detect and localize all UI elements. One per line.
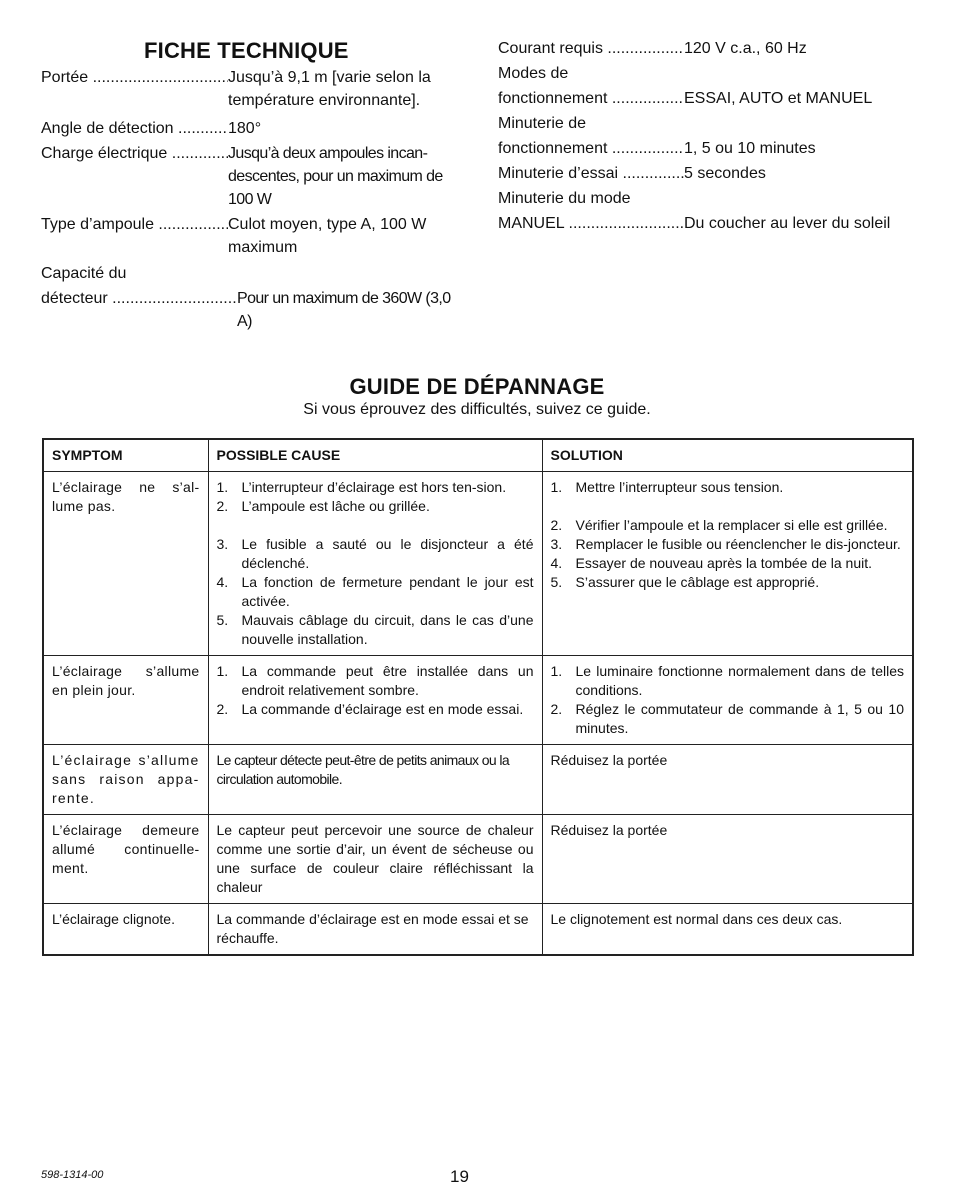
spec-row-minuterie-essai	[498, 162, 918, 185]
list-item: 2. Vérifier l’ampoule et la remplacer si elle est grillée.	[551, 516, 905, 535]
solution-list	[551, 662, 905, 738]
spec-row-angle	[41, 117, 461, 140]
column-header-symptom: SYMPTOM	[43, 439, 208, 472]
spec-label: MANUEL .....	[498, 212, 684, 235]
cause-text: L’ampoule est lâche ou grillée.	[241, 498, 430, 514]
list-item: 1. L’interrupteur d’éclairage est hors ten-sion.	[217, 478, 534, 497]
cause-cell: Le capteur détecte peut-être de petits animaux ou la circulation automobile.	[208, 745, 542, 815]
list-item: 2. Réglez le commutateur de commande à 1, 5 ou 10 minutes.	[550, 701, 904, 736]
list-item: 4. La fonction de fermeture pendant le jour est activée.	[216, 574, 534, 609]
solution-text: Le luminaire fonctionne normalement dans de telles conditions.	[575, 663, 904, 698]
solution-cell: Réduisez la portée	[542, 745, 913, 815]
spec-label: fonctionnement .....	[498, 87, 684, 110]
solution-cell	[542, 656, 913, 745]
spec-value: 120 V c.a., 60 Hz	[684, 40, 807, 57]
table-header-row	[43, 439, 913, 472]
cause-cell	[208, 472, 542, 656]
list-item: 5. Mauvais câblage du circuit, dans le cas d’une nouvelle installation.	[216, 612, 534, 647]
list-item: 1. La commande peut être installée dans un endroit relativement sombre.	[216, 663, 534, 698]
table-row	[43, 656, 913, 745]
solution-text: Réglez le commutateur de commande à 1, 5 ou 10 minutes.	[575, 701, 904, 736]
table-row	[43, 815, 913, 904]
symptom-cell: L’éclairage ne s’al-lume pas.	[43, 472, 208, 656]
spec-pre-label: Capacité du	[41, 265, 127, 282]
page-number: 19	[450, 1167, 469, 1186]
spec-row-courant	[498, 37, 918, 60]
guide-subtitle: Si vous éprouvez des difficultés, suivez ce guide.	[303, 401, 651, 418]
solution-text: Remplacer le fusible ou réenclencher le dis-joncteur.	[575, 536, 901, 552]
spec-row-modes	[498, 87, 918, 110]
solution-text: S’assurer que le câblage est approprié.	[575, 574, 820, 590]
list-item: 2. La commande d’éclairage est en mode essai.	[217, 700, 534, 719]
solution-text: Mettre l’interrupteur sous tension.	[575, 479, 784, 495]
spec-value: Du coucher au lever du soleil	[684, 215, 891, 232]
list-item: 5. S’assurer que le câblage est approprié.	[551, 573, 905, 592]
spec-label: Charge électrique .....	[41, 142, 228, 211]
spec-row-charge	[41, 142, 461, 211]
spec-row-capacite	[41, 287, 461, 333]
spec-label: Angle de détection .....	[41, 117, 228, 140]
list-item: 1. Le luminaire fonctionne normalement dans de telles conditions.	[550, 663, 904, 698]
spec-label: fonctionnement .....	[498, 137, 684, 160]
solution-text: Essayer de nouveau après la tombée de la nuit.	[575, 555, 873, 571]
column-header-cause: POSSIBLE CAUSE	[208, 439, 542, 472]
cause-cell	[208, 656, 542, 745]
cause-text: Mauvais câblage du circuit, dans le cas d’une nouvelle installation.	[241, 612, 534, 647]
cause-cell: La commande d’éclairage est en mode essai et se réchauffe.	[208, 904, 542, 956]
spec-label: Courant requis .....	[498, 37, 684, 60]
troubleshooting-table	[42, 438, 914, 956]
spec-value: Jusqu’à 9,1 m [varie selon la température environnante].	[228, 69, 431, 109]
list-item: 1. Mettre l’interrupteur sous tension.	[551, 478, 905, 497]
spec-label: Minuterie d’essai .....	[498, 162, 684, 185]
column-header-solution: SOLUTION	[542, 439, 913, 472]
spec-label: Portée .....	[41, 66, 228, 112]
spec-value: Culot moyen, type A, 100 W maximum	[228, 216, 427, 256]
spec-title: FICHE TECHNIQUE	[144, 38, 349, 63]
cause-text: La commande d’éclairage est en mode essai.	[241, 701, 524, 717]
cause-text: La fonction de fermeture pendant le jour est activée.	[241, 574, 534, 609]
spec-value: 5 secondes	[684, 165, 766, 182]
spec-row-minuterie-fonct	[498, 137, 918, 160]
spec-left-column	[41, 66, 461, 333]
spec-row-portee	[41, 66, 461, 112]
spec-value: Pour un maximum de 360W (3,0 A)	[237, 290, 451, 330]
list-item: 3. Remplacer le fusible ou réenclencher le dis-joncteur.	[551, 535, 905, 554]
list-item: 2. L’ampoule est lâche ou grillée.	[217, 497, 534, 516]
solution-cell: Réduisez la portée	[542, 815, 913, 904]
symptom-cell: L’éclairage clignote.	[43, 904, 208, 956]
solution-text: Vérifier l’ampoule et la remplacer si elle est grillée.	[575, 517, 888, 533]
symptom-cell: L’éclairage s’allume en plein jour.	[43, 656, 208, 745]
spec-pre-label: Minuterie du mode	[498, 190, 631, 207]
spec-row-ampoule	[41, 213, 461, 259]
table-row	[43, 745, 913, 815]
spec-pre-label: Minuterie de	[498, 115, 587, 132]
symptom-cell: L’éclairage demeure allumé continuelle-ment.	[43, 815, 208, 904]
document-number: 598-1314-00	[41, 1169, 104, 1181]
cause-cell: Le capteur peut percevoir une source de chaleur comme une sortie d’air, un évent de sécheuse ou une surface de couleur claire réfléchissant la chaleur	[208, 815, 542, 904]
spec-value: 180°	[228, 120, 262, 137]
solution-cell	[542, 472, 913, 656]
spec-right-column	[498, 37, 918, 235]
table-row	[43, 472, 913, 656]
spec-label: détecteur .....	[41, 287, 237, 333]
spec-value: ESSAI, AUTO et MANUEL	[684, 90, 873, 107]
cause-list	[217, 662, 534, 719]
list-item: 4. Essayer de nouveau après la tombée de la nuit.	[551, 554, 905, 573]
cause-text: L’interrupteur d’éclairage est hors ten-sion.	[241, 479, 507, 495]
spec-value: 1, 5 ou 10 minutes	[684, 140, 816, 157]
spec-pre-label: Modes de	[498, 65, 569, 82]
spec-label: Type d’ampoule .....	[41, 213, 228, 259]
cause-text: Le fusible a sauté ou le disjoncteur a été déclenché.	[241, 536, 534, 571]
guide-title: GUIDE DE DÉPANNAGE	[349, 374, 605, 399]
list-item: 3. Le fusible a sauté ou le disjoncteur a été déclenché.	[216, 536, 534, 571]
table-row	[43, 904, 913, 956]
spec-row-manuel	[498, 212, 918, 235]
cause-text: La commande peut être installée dans un endroit relativement sombre.	[241, 663, 534, 698]
solution-cell: Le clignotement est normal dans ces deux cas.	[542, 904, 913, 956]
solution-list	[551, 478, 905, 592]
spec-value: Jusqu’à deux ampoules incan-descentes, pour un maximum de 100 W	[228, 145, 443, 208]
symptom-cell: L’éclairage s’allume sans raison appa-rente.	[43, 745, 208, 815]
cause-list	[217, 478, 534, 649]
